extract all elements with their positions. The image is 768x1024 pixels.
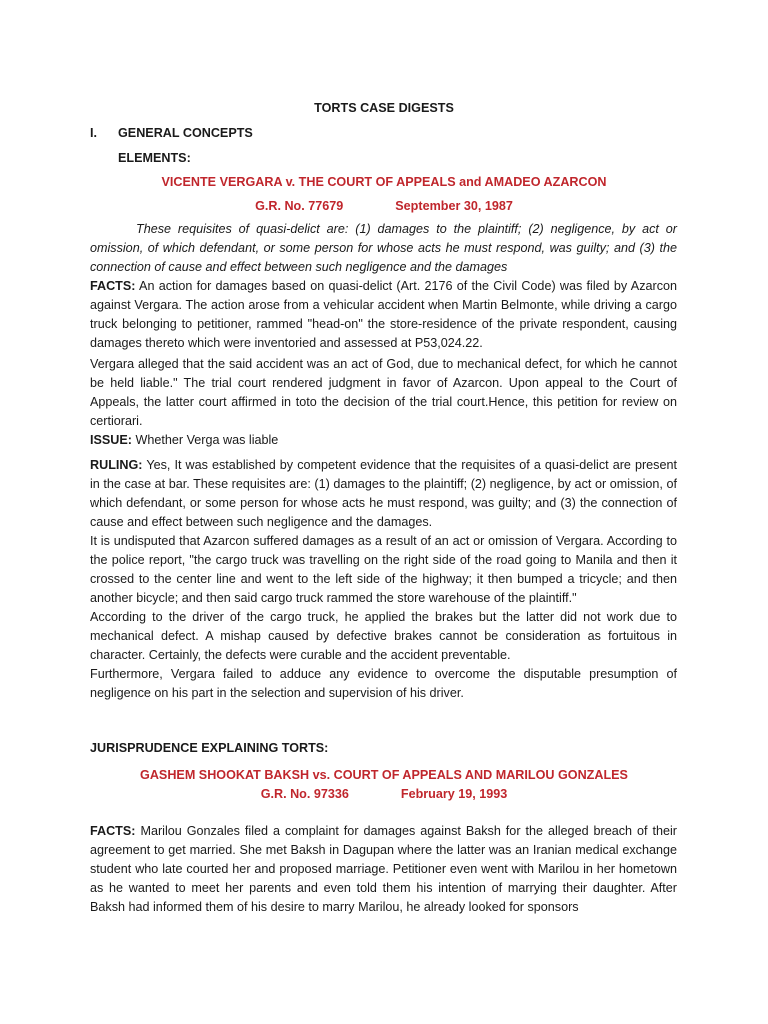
- section2-heading: JURISPRUDENCE EXPLAINING TORTS:: [90, 741, 329, 755]
- case1-paragraph-2: Vergara alleged that the said accident was an act of God, due to mechanical defect, for which he cannot be held liable." The trial court rendered judgment in favor of Azarcon. Upon appeal to the Court of Appeals, the latter court affirmed in toto the decision of the trial court.Hence, this petition for review on certiorari.: [90, 357, 677, 428]
- case2-facts: [90, 822, 677, 917]
- case1-paragraph-3: It is undisputed that Azarcon suffered damages as a result of an act or omission of Vergara. According to the police report, "the cargo truck was travelling on the right side of the road going to Manila and then it crossed to the center line and went to the left side of the highway; it then bumped a tricycle; and then another bicycle; and then said cargo truck rammed the store warehouse of the plaintiff.": [90, 534, 677, 605]
- case2-title: GASHEM SHOOKAT BAKSH vs. COURT OF APPEALS AND MARILOU GONZALES: [140, 768, 628, 782]
- case1-facts-text: An action for damages based on quasi-delict (Art. 2176 of the Civil Code) was filed by Azarcon against Vergara. The action arose from a vehicular accident when Martin Belmonte, while driving a cargo truck belonging to petitioner, rammed "head-on" the store-residence of the private respondent, causing damages thereto which were inventoried and assessed at P53,024.22.: [90, 279, 677, 350]
- case2-meta: [0, 785, 768, 804]
- section-title: GENERAL CONCEPTS: [118, 126, 253, 140]
- case1-ruling-text: Yes, It was established by competent evidence that the requisites of a quasi-delict are present in the case at bar. These requisites are: (1) damages to the plaintiff; (2) negligence, by act or omission, of which defendant, or some person for whose acts he must respond, was guilty; and (3) the connection of cause and effect between such negligence and the damages.: [90, 458, 677, 529]
- case1-facts: [90, 277, 677, 353]
- case1-ruling: [90, 456, 677, 532]
- case1-meta: [0, 197, 768, 216]
- subheading-elements: ELEMENTS:: [118, 151, 191, 165]
- case2-facts-text: Marilou Gonzales filed a complaint for damages against Baksh for the alleged breach of their agreement to get married. She met Baksh in Dagupan where the latter was an Iranian medical exchange student who late courted her and proposed marriage. Petitioner even went with Marilou in her hometown as he wanted to meet her parents and even told them his intention of marrying their daughter. After Baksh had informed them of his desire to marry Marilou, he already looked for sponsors: [90, 824, 677, 914]
- ruling-label: RULING:: [90, 458, 143, 472]
- case1-date: September 30, 1987: [395, 199, 513, 213]
- case2-date: February 19, 1993: [400, 787, 508, 801]
- case2-facts-label: FACTS:: [90, 824, 136, 838]
- issue-label: ISSUE:: [90, 433, 132, 447]
- case1-paragraph-5: Furthermore, Vergara failed to adduce any evidence to overcome the disputable presumption of negligence on his part in the selection and supervision of his driver.: [90, 667, 677, 700]
- case1-quote: These requisites of quasi-delict are: (1) damages to the plaintiff; (2) negligence, by act or omission, of which defendant, or some person for whose acts he must respond, was guilty; and (3) the connection of cause and effect between such negligence and the damages: [90, 222, 677, 274]
- document-title: TORTS CASE DIGESTS: [314, 101, 454, 115]
- case1-paragraph-4: According to the driver of the cargo truck, he applied the brakes but the latter did not work due to mechanical defect. A mishap caused by defective brakes cannot be consideration as fortuitous in character. Certainly, the defects were curable and the accident preventable.: [90, 610, 677, 662]
- section-number: I.: [90, 126, 97, 140]
- section-heading: [90, 124, 253, 143]
- case1-title: VICENTE VERGARA v. THE COURT OF APPEALS and AMADEO AZARCON: [161, 175, 607, 189]
- facts-label: FACTS:: [90, 279, 136, 293]
- case2-gr-number: G.R. No. 97336: [260, 787, 349, 801]
- case1-issue: [90, 431, 677, 450]
- case1-gr-number: G.R. No. 77679: [255, 199, 344, 213]
- case1-issue-text: Whether Verga was liable: [132, 433, 279, 447]
